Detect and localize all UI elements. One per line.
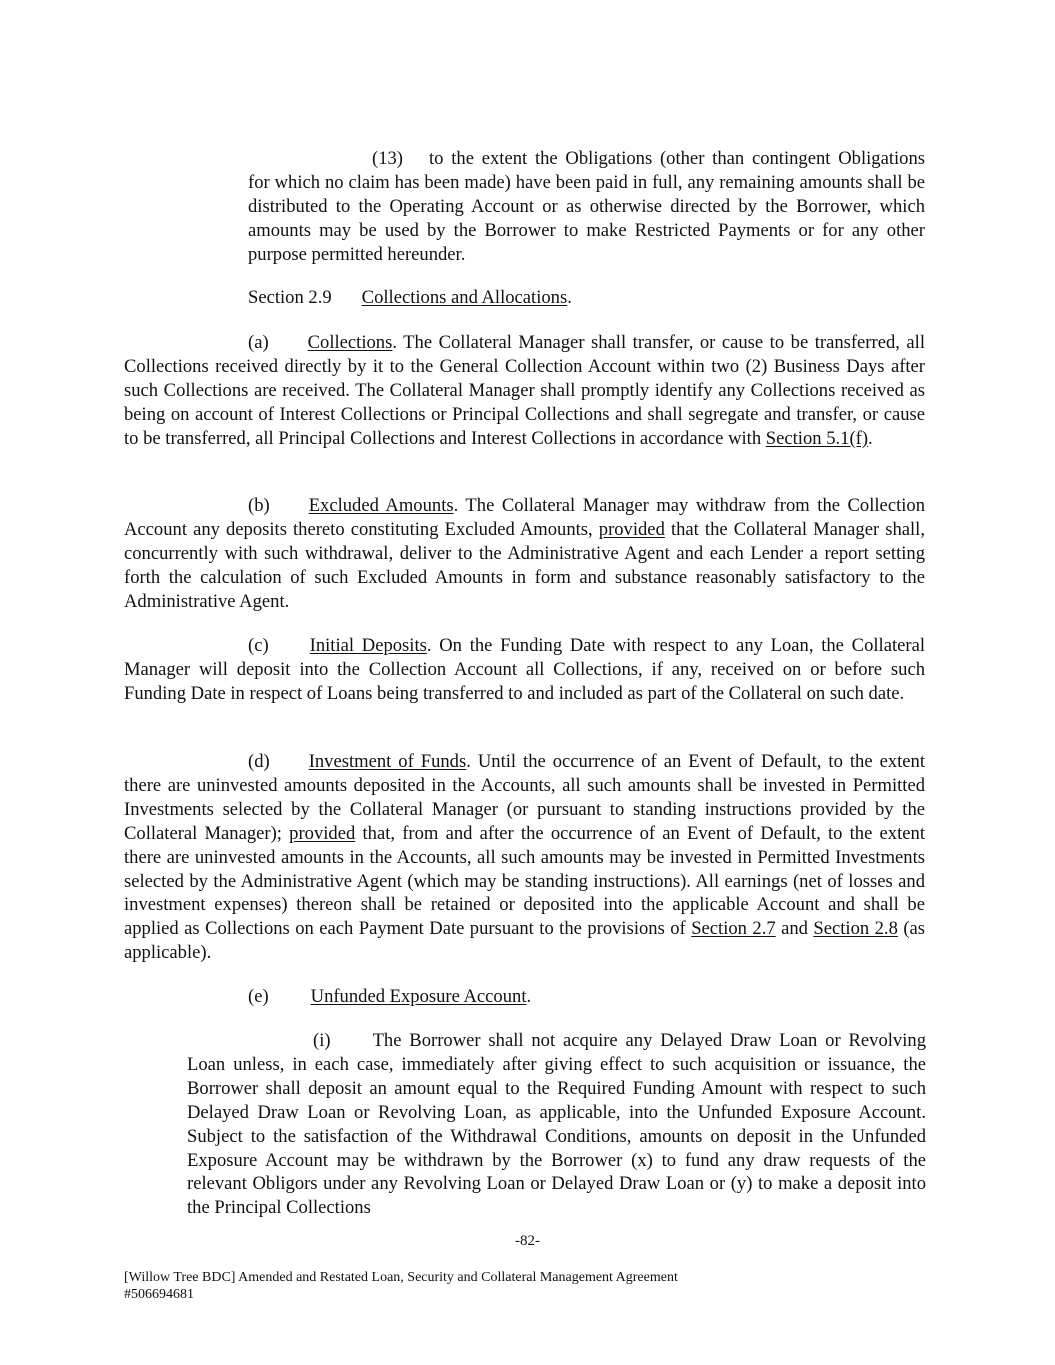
paragraph-e-i (187, 1029, 926, 1220)
paragraph-a: (a) Collections. The Collateral Manager shall transfer, or cause to be transferred, all Collections received directly by it to the General Collection Account within two (2) Business Days after such Collections are received. The Collateral Manager shall promptly identify any Collections received as being on account of Interest Collections or Principal Collections and shall segregate and transfer, or cause to be transferred, all Principal Collections and Interest Collections in accordance with Section 5.1(f). (124, 332, 925, 449)
cross-reference: Section 2.7 (691, 918, 776, 940)
page-number: -82- (515, 1233, 540, 1249)
paragraph-13 (248, 147, 925, 267)
item-label: (i) (313, 1030, 331, 1051)
paragraph-b (124, 494, 925, 614)
paragraph-c (124, 634, 925, 706)
footer-title: [Willow Tree BDC] Amended and Restated Loan, Security and Collateral Management Agreement (124, 1270, 678, 1285)
provided-term: provided (289, 822, 356, 844)
paragraph-text: The Borrower shall not acquire any Delayed Draw Loan or Revolving Loan unless, in each case, immediately after giving effect to such acquisition or issuance, the Borrower shall deposit an amount equal to the Required Funding Amount with respect to such Delayed Draw Loan or Revolving Loan, as applicable, into the Unfunded Exposure Account. Subject to the satisfaction of the Withdrawal Conditions, amounts on deposit in the Unfunded Exposure Account may be withdrawn by the Borrower (x) to fund any draw requests of the relevant Obligors under any Revolving Loan or Delayed Draw Loan or (y) to make a deposit into the Principal Collections (187, 1030, 926, 1219)
item-heading: Collections (307, 332, 393, 353)
item-heading: Excluded Amounts (308, 495, 454, 516)
item-label: (c) (248, 635, 269, 656)
item-heading: Investment of Funds (308, 751, 467, 772)
paragraph-text: . The Collateral Manager shall transfer, or cause to be transferred, all Collections received directly by it to the General Collection Account within two (2) Business Days after such Collections are received. The Collateral Manager shall promptly identify any Collections received as being on account of Interest Collections or Principal Collections and shall segregate and transfer, or cause to be transferred, all Principal Collections and Interest Collections in accordance with (124, 332, 925, 449)
paragraph-e: (e) Unfunded Exposure Account. (248, 986, 532, 1007)
item-heading: Unfunded Exposure Account (310, 986, 527, 1007)
cross-reference: Section 2.8 (813, 918, 898, 940)
section-heading: Section 2.9 Collections and Allocations. (248, 287, 572, 308)
section-number: Section 2.9 (248, 287, 332, 308)
item-label: (e) (248, 986, 269, 1007)
section-title: Collections and Allocations (361, 287, 568, 308)
item-number: (13) (372, 148, 403, 169)
paragraph-text: . Until the occurrence of an Event of Default, to the extent there are uninvested amounts deposited in the Accounts, all such amounts shall be invested in Permitted Investments selected by the Collateral Manager (or pursuant to standing instructions provided by the Collateral Manager); (124, 751, 925, 844)
item-label: (a) (248, 332, 269, 353)
cross-reference: Section 5.1(f) (765, 427, 869, 449)
paragraph-text: that, from and after the occurrence of an Event of Default, to the extent there are uninvested amounts in the Accounts, all such amounts may be invested in Permitted Investments selected by the Administrative Agent (which may be standing instructions). All earnings (net of losses and investment expenses) thereon shall be retained or deposited into the applicable Account and shall be applied as Collections on each Payment Date pursuant to the provisions of (124, 822, 925, 940)
item-label: (d) (248, 751, 270, 772)
item-label: (b) (248, 495, 270, 516)
paragraph-text: . On the Funding Date with respect to any Loan, the Collateral Manager will deposit into the Collection Account all Collections, if any, received on or before such Funding Date in respect of Loans being transferred to and included as part of the Collateral on such date. (124, 635, 925, 704)
footer-doc-id: #506694681 (124, 1287, 194, 1302)
provided-term: provided (598, 518, 665, 540)
paragraph-text: to the extent the Obligations (other than contingent Obligations for which no claim has been made) have been paid in full, any remaining amounts shall be distributed to the Operating Account or as otherwise directed by the Borrower, which amounts may be used by the Borrower to make Restricted Payments or for any other purpose permitted hereunder. (248, 148, 925, 265)
item-heading: Initial Deposits (309, 635, 427, 656)
paragraph-text: that the Collateral Manager shall, concurrently with such withdrawal, deliver to the Administrative Agent and each Lender a report setting forth the calculation of such Excluded Amounts in form and substance reasonably satisfactory to the Administrative Agent. (124, 518, 925, 612)
paragraph-d: (d) Investment of Funds. Until the occurrence of an Event of Default, to the extent there are uninvested amounts deposited in the Accounts, all such amounts shall be invested in Permitted Investments selected by the Collateral Manager (or pursuant to standing instructions provided by the Collateral Manager); provided that, from and after the occurrence of an Event of Default, to the extent there are uninvested amounts in the Accounts, all such amounts may be invested in Permitted Investments selected by the Administrative Agent (which may be standing instructions). All earnings (net of losses and investment expenses) thereon shall be retained or deposited into the applicable Account and shall be applied as Collections on each Payment Date pursuant to the provisions of Section 2.7 and Section 2.8 (as applicable). (124, 751, 925, 964)
paragraph-text: . The Collateral Manager may withdraw from the Collection Account any deposits thereto constituting Excluded Amounts, (124, 495, 925, 540)
